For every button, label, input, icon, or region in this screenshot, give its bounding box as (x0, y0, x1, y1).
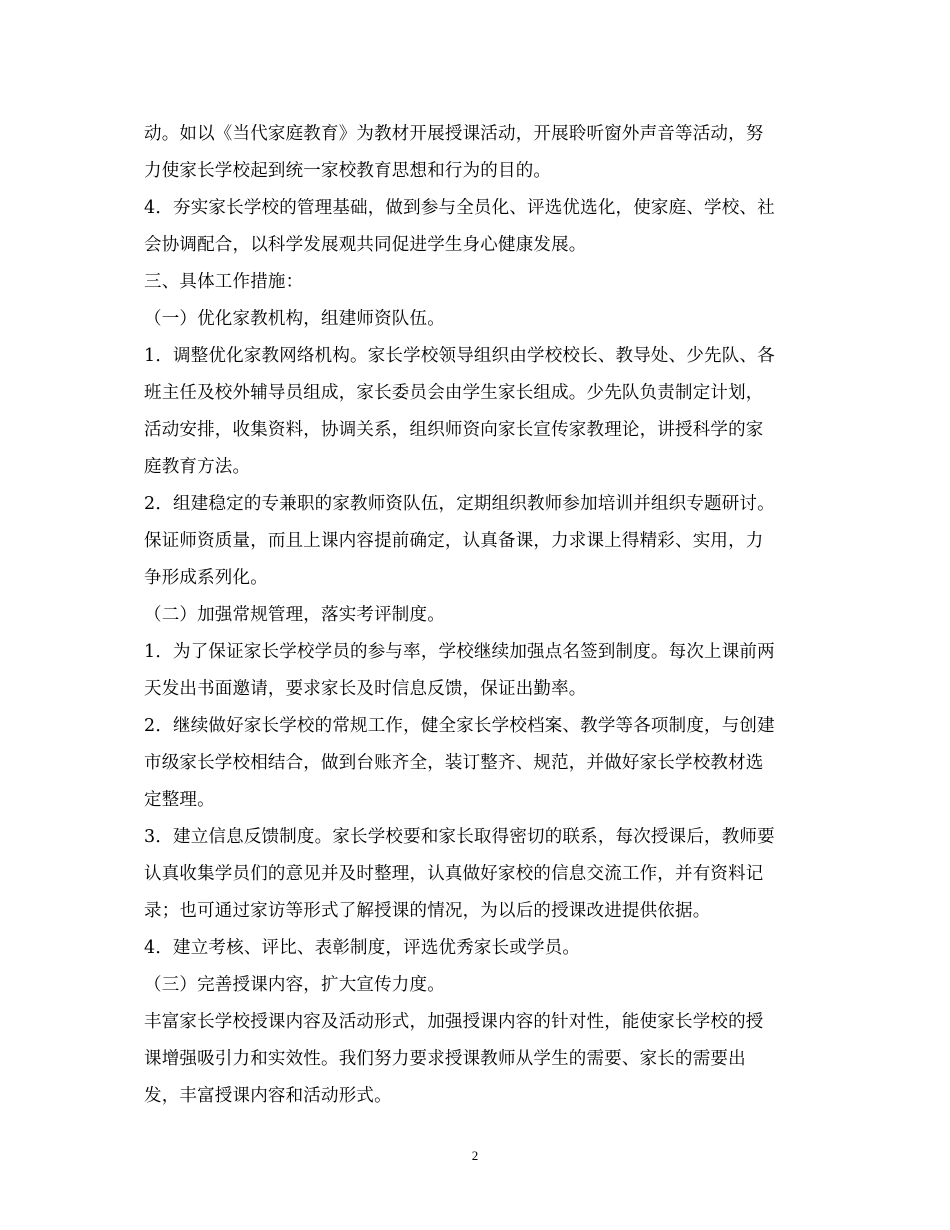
text-line: 定整理。 (144, 790, 215, 810)
text-line: 认真收集学员们的意见并及时整理，认真做好家校的信息交流工作，并有资料记 (144, 864, 764, 884)
text-line: 动。如以《当代家庭教育》为教材开展授课活动，开展聆听窗外声音等活动，努 (144, 124, 764, 144)
text-line: 4．建立考核、评比、表彰制度，评选优秀家长或学员。 (144, 938, 581, 958)
text-line: 录；也可通过家访等形式了解授课的情况，为以后的授课改进提供依据。 (144, 901, 711, 921)
text-line: 争形成系列化。 (144, 568, 268, 588)
subsection-heading: （二）加强常规管理，落实考评制度。 (144, 605, 445, 625)
text-line: 1．为了保证家长学校学员的参与率，学校继续加强点名签到制度。每次上课前两 (144, 642, 775, 662)
text-line: 力使家长学校起到统一家校教育思想和行为的目的。 (144, 161, 552, 181)
section-heading: 三、具体工作措施： (144, 272, 304, 292)
text-line: 课增强吸引力和实效性。我们努力要求授课教师从学生的需要、家长的需要出 (144, 1049, 746, 1069)
text-line: 2．组建稳定的专兼职的家教师资队伍，定期组织教师参加培训并组织专题研讨。 (144, 494, 775, 514)
text-line: 丰富家长学校授课内容及活动形式，加强授课内容的针对性，能使家长学校的授 (144, 1012, 764, 1032)
text-line: 会协调配合，以科学发展观共同促进学生身心健康发展。 (144, 235, 587, 255)
subsection-heading: （一）优化家教机构，组建师资队伍。 (144, 309, 445, 329)
text-line: 1．调整优化家教网络机构。家长学校领导组织由学校校长、教导处、少先队、各 (144, 346, 775, 366)
page-number: 2 (471, 1148, 479, 1163)
subsection-heading: （三）完善授课内容，扩大宣传力度。 (144, 975, 445, 995)
text-line: 活动安排，收集资料，协调关系，组织师资向家长宣传家教理论，讲授科学的家 (144, 420, 764, 440)
text-line: 2．继续做好家长学校的常规工作，健全家长学校档案、教学等各项制度，与创建 (144, 716, 775, 736)
text-line: 班主任及校外辅导员组成，家长委员会由学生家长组成。少先队负责制定计划， (144, 383, 764, 403)
text-line: 市级家长学校相结合，做到台账齐全，装订整齐、规范，并做好家长学校教材选 (144, 753, 764, 773)
document-body (144, 116, 814, 1115)
text-line: 庭教育方法。 (144, 457, 251, 477)
text-line: 保证师资质量，而且上课内容提前确定，认真备课，力求课上得精彩、实用，力 (144, 531, 764, 551)
text-line: 发，丰富授课内容和活动形式。 (144, 1086, 392, 1106)
text-line: 4．夯实家长学校的管理基础，做到参与全员化、评选优选化，使家庭、学校、社 (144, 198, 775, 218)
text-line: 天发出书面邀请，要求家长及时信息反馈，保证出勤率。 (144, 679, 587, 699)
text-line: 3．建立信息反馈制度。家长学校要和家长取得密切的联系，每次授课后，教师要 (144, 827, 775, 847)
